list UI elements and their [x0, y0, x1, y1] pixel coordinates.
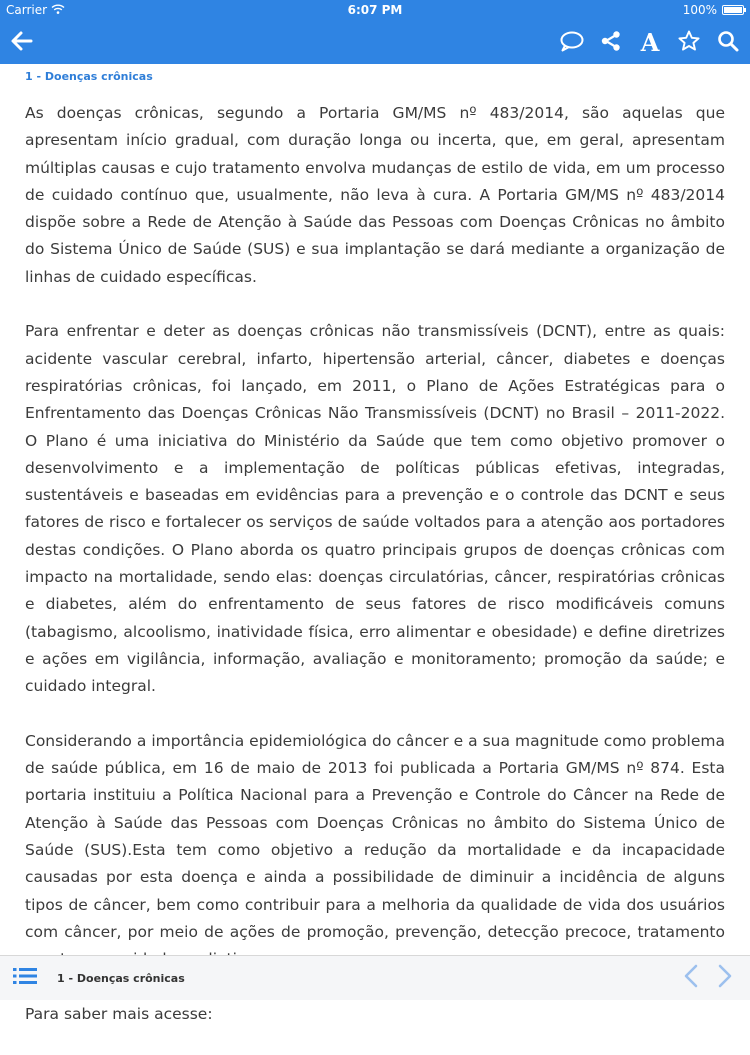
section-title: 1 - Doenças crônicas	[25, 70, 153, 83]
next-page-button[interactable]	[712, 964, 738, 992]
battery-percent: 100%	[682, 3, 717, 17]
toc-list-icon	[13, 967, 37, 989]
paragraph: Para enfrentar e deter as doenças crônicas não transmissíveis (DCNT), entre as quais: acidente vascular cerebral, infarto, hipertensão arterial, câncer, diabetes e doenças respiratórias crônicas, foi lançado, em 2011, o Plano de Ações Estratégicas para o Enfrentamento das Doenças Crônicas Não Transmissíveis (DCNT) no Brasil – 2011-2022. O Plano é uma iniciativa do Ministério da Saúde que tem como objetivo promover o desenvolvimento e a implementação de políticas públicas efetivas, integradas, sustentáveis e baseadas em evidências para a prevenção e o controle das DCNT e seus fatores de risco e fortalecer os serviços de saúde voltados para a atenção aos portadores destas condições. O Plano aborda os quatro principais grupos de doenças crônicas com impacto na mortalidade, sendo elas: doenças circulatórias, câncer, respiratórias crônicas e diabetes, além do enfrentamento de seus fatores de risco modificáveis comuns (tabagismo, alcoolismo, inatividade física, erro alimentar e obesidade) e define diretrizes e ações em vigilância, informação, avaliação e monitoramento; promoção da saúde; e cuidado integral.	[25, 322, 725, 696]
battery-icon	[722, 5, 744, 15]
paragraph: As doenças crônicas, segundo a Portaria GM/MS nº 483/2014, são aquelas que apresentam início gradual, com duração longa ou incerta, que, em geral, apresentam múltiplas causas e cujo tratamento envolva mudanças de estilo de vida, em um processo de cuidado contínuo que, usualmente, não leva à cura. A Portaria GM/MS nº 483/2014 dispõe sobre a Rede de Atenção à Saúde das Pessoas com Doenças Crônicas no âmbito do Sistema Único de Saúde (SUS) e sua implantação se dará mediante a organização de linhas de cuidado específicas.	[25, 104, 725, 286]
status-battery	[683, 3, 744, 17]
search-button[interactable]	[708, 22, 748, 64]
search-icon	[717, 30, 739, 56]
chevron-left-icon	[683, 964, 699, 992]
status-time: 6:07 PM	[347, 3, 403, 17]
bottom-chapter-title: 1 - Doenças crônicas	[57, 972, 185, 985]
favorite-button[interactable]	[669, 22, 709, 64]
toc-button[interactable]	[10, 964, 40, 992]
status-bar	[0, 0, 750, 22]
paragraph: Para saber mais acesse:	[25, 1004, 213, 1023]
nav-bar	[0, 22, 750, 64]
comment-icon	[559, 30, 585, 56]
share-button[interactable]	[591, 22, 631, 64]
paragraph: Considerando a importância epidemiológica do câncer e a sua magnitude como problema de saúde pública, em 16 de maio de 2013 foi publicada a Portaria GM/MS nº 874. Esta portaria instituiu a Política Nacional para a Prevenção e Controle do Câncer na Rede de Atenção à Saúde das Pessoas com Doenças Crônicas no âmbito do Sistema Único de Saúde (SUS).Esta tem como objetivo a redução da mortalidade e da incapacidade causadas por esta doença e ainda a possibilidade de diminuir a incidência de alguns tipos de câncer, bem como contribuir para a melhoria da qualidade de vida dos usuários com câncer, por meio de ações de promoção, prevenção, detecção precoce, tratamento	[25, 731, 725, 941]
article-content[interactable]	[0, 64, 750, 1023]
back-button[interactable]	[2, 22, 42, 64]
star-icon	[677, 29, 701, 57]
font-size-icon: A	[640, 28, 660, 57]
back-arrow-icon	[11, 31, 33, 55]
previous-page-button[interactable]	[678, 964, 704, 992]
bottom-bar	[0, 955, 750, 1000]
chevron-right-icon	[717, 964, 733, 992]
top-bar	[0, 0, 750, 64]
share-icon	[600, 30, 622, 56]
article-body	[25, 100, 725, 1055]
comment-button[interactable]	[552, 22, 592, 64]
carrier-label: Carrier	[6, 3, 48, 17]
font-size-button[interactable]	[630, 22, 670, 64]
